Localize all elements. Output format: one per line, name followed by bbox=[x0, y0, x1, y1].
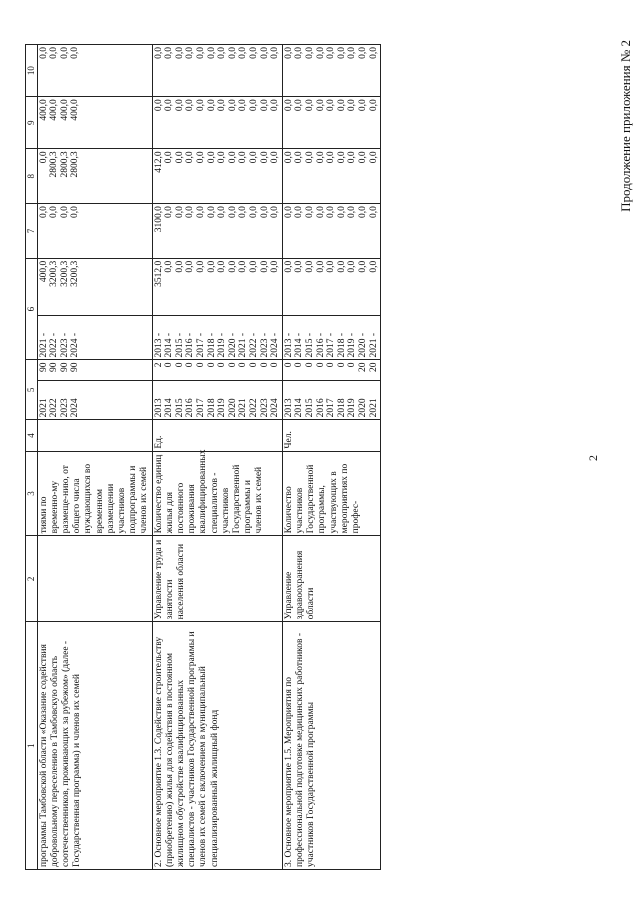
cell-value: 0 bbox=[304, 362, 315, 368]
cell-value: 0 bbox=[326, 362, 337, 368]
cell-value: 2013 bbox=[153, 398, 164, 418]
cell-value: 412,0 bbox=[153, 151, 164, 173]
local-budget-cell bbox=[282, 97, 380, 149]
cell-value: 0,0 bbox=[196, 99, 207, 112]
cell-value: 2020 - bbox=[227, 332, 238, 358]
cell-value: 0,0 bbox=[238, 260, 249, 273]
cell-value: 2021 bbox=[38, 398, 49, 418]
cell-value: 0,0 bbox=[196, 47, 207, 59]
cell-value: 0,0 bbox=[185, 99, 196, 112]
cell-value: 0,0 bbox=[174, 151, 185, 164]
cell-value: 0,0 bbox=[227, 260, 238, 273]
cell-value: 0,0 bbox=[347, 151, 358, 164]
cell-value: 2024 bbox=[270, 398, 281, 418]
cell-value: 0 bbox=[238, 362, 249, 368]
indicator-year-cell bbox=[37, 381, 152, 420]
cell-value: 0,0 bbox=[164, 99, 175, 112]
activity-name-cell: 3. Основное мероприятие 1.5. Мероприятия по профессиональной подготовке медицинских работников - участников Государственной программы bbox=[282, 622, 380, 870]
cell-value: 0,0 bbox=[368, 47, 379, 59]
cell-value: 0,0 bbox=[283, 206, 294, 218]
cell-value: 3200,3 bbox=[49, 260, 60, 287]
indicator-value-cell bbox=[37, 360, 152, 381]
cell-value: 0,0 bbox=[347, 47, 358, 59]
activity-name-cell: 2. Основное мероприятие 1.3. Содействие строительству (приобретению) жилья для содействия в постоянном жилищном обустройстве квалифицированных специалистов - участников Государственной программы и членов их семей с включением в муниципальный специализированный жилищный фонд bbox=[152, 622, 282, 870]
cell-value: 0,0 bbox=[38, 151, 49, 164]
cell-value: 0,0 bbox=[59, 206, 70, 218]
cell-value: 0,0 bbox=[283, 99, 294, 112]
cell-value: 2021 - bbox=[238, 332, 249, 358]
cell-value: 2022 - bbox=[248, 332, 259, 358]
cell-value: 0 bbox=[248, 362, 259, 368]
cell-value: 0,0 bbox=[238, 206, 249, 218]
cell-value: 0,0 bbox=[206, 206, 217, 218]
cell-value: 400,0 bbox=[70, 99, 81, 121]
cell-value: 0 bbox=[315, 362, 326, 368]
cell-value: 0,0 bbox=[217, 47, 228, 59]
column-header: 6 bbox=[26, 258, 38, 360]
cell-value: 0,0 bbox=[326, 99, 337, 112]
cell-value: 2016 bbox=[185, 398, 196, 418]
cell-value: 20 bbox=[357, 362, 368, 372]
cell-value: 0,0 bbox=[227, 151, 238, 164]
cell-value: 0,0 bbox=[368, 151, 379, 164]
activity-name-cell: программы Тамбовской области «Оказание содействия добровольному переселению в Тамбовскую область соотечественников, проживающих за рубежом» (далее - Государственная программа) и членов их семей bbox=[37, 622, 152, 870]
responsible-executor-cell: Управление труда и занятости населения области bbox=[152, 536, 282, 622]
cell-value: 0,0 bbox=[217, 99, 228, 112]
cell-value: 0,0 bbox=[259, 99, 270, 112]
indicator-cell: Количество единиц жилья для постоянного проживания квалифицированных специалистов - участников Государственной программы и членов их семей bbox=[152, 451, 282, 536]
cell-value: 0,0 bbox=[259, 151, 270, 164]
funding-year-cell bbox=[37, 316, 152, 360]
cell-value: 2015 bbox=[304, 398, 315, 418]
column-header: 4 bbox=[26, 420, 38, 451]
cell-value: 0,0 bbox=[357, 260, 368, 273]
cell-value: 2014 - bbox=[164, 332, 175, 358]
cell-value: 0,0 bbox=[174, 260, 185, 273]
cell-value: 0,0 bbox=[259, 260, 270, 273]
cell-value: 2024 - bbox=[70, 332, 81, 358]
cell-value: 0,0 bbox=[259, 47, 270, 59]
cell-value: 3200,3 bbox=[70, 260, 81, 287]
cell-value: 20 bbox=[368, 362, 379, 372]
cell-value: 2021 bbox=[368, 398, 379, 418]
cell-value: 0,0 bbox=[174, 99, 185, 112]
indicator-value-cell bbox=[152, 360, 282, 381]
column-header: 2 bbox=[26, 536, 38, 622]
cell-value: 0,0 bbox=[326, 151, 337, 164]
cell-value: 2800,3 bbox=[49, 151, 60, 178]
cell-value: 0,0 bbox=[294, 47, 305, 59]
funding-total-cell bbox=[152, 258, 282, 315]
cell-value: 400,0 bbox=[38, 99, 49, 121]
cell-value: 0,0 bbox=[164, 260, 175, 273]
cell-value: 0 bbox=[294, 362, 305, 368]
cell-value: 2023 - bbox=[59, 332, 70, 358]
cell-value: 2018 - bbox=[336, 332, 347, 358]
cell-value: 0 bbox=[259, 362, 270, 368]
cell-value: 0,0 bbox=[336, 151, 347, 164]
funding-year-cell bbox=[152, 316, 282, 360]
cell-value: 2020 bbox=[357, 398, 368, 418]
cell-value: 0,0 bbox=[49, 206, 60, 218]
cell-value: 0,0 bbox=[164, 206, 175, 218]
cell-value: 0,0 bbox=[283, 151, 294, 164]
cell-value: 2016 - bbox=[185, 332, 196, 358]
cell-value: 0,0 bbox=[304, 99, 315, 112]
cell-value: 0,0 bbox=[248, 47, 259, 59]
column-header: 8 bbox=[26, 149, 38, 204]
cell-value: 0,0 bbox=[174, 206, 185, 218]
cell-value: 0,0 bbox=[294, 151, 305, 164]
cell-value: 0,0 bbox=[326, 260, 337, 273]
cell-value: 0,0 bbox=[347, 206, 358, 218]
column-header: 1 bbox=[26, 622, 38, 870]
indicator-year-cell bbox=[152, 381, 282, 420]
cell-value: 0,0 bbox=[227, 99, 238, 112]
cell-value: 0 bbox=[196, 362, 207, 368]
table-row bbox=[37, 45, 152, 870]
federal-budget-cell bbox=[282, 204, 380, 259]
cell-value: 90 bbox=[49, 362, 60, 372]
cell-value: 2013 - bbox=[283, 332, 294, 358]
cell-value: 0,0 bbox=[347, 260, 358, 273]
regional-budget-cell bbox=[152, 149, 282, 204]
cell-value: 0,0 bbox=[294, 99, 305, 112]
table-row bbox=[282, 45, 380, 870]
cell-value: 3200,3 bbox=[59, 260, 70, 287]
unit-cell: Ед. bbox=[152, 420, 282, 451]
cell-value: 400,0 bbox=[59, 99, 70, 121]
cell-value: 2016 - bbox=[315, 332, 326, 358]
cell-value: 0,0 bbox=[326, 206, 337, 218]
cell-value: 2013 bbox=[283, 398, 294, 418]
cell-value: 2022 - bbox=[49, 332, 60, 358]
cell-value: 0,0 bbox=[248, 260, 259, 273]
cell-value: 0 bbox=[164, 362, 175, 368]
cell-value: 0 bbox=[347, 362, 358, 368]
cell-value: 2021 bbox=[238, 398, 249, 418]
local-budget-cell bbox=[37, 97, 152, 149]
cell-value: 2016 bbox=[315, 398, 326, 418]
cell-value: 0,0 bbox=[206, 260, 217, 273]
cell-value: 2018 bbox=[336, 398, 347, 418]
cell-value: 0,0 bbox=[304, 151, 315, 164]
cell-value: 0,0 bbox=[206, 99, 217, 112]
cell-value: 0 bbox=[336, 362, 347, 368]
cell-value: 0,0 bbox=[283, 260, 294, 273]
cell-value: 0,0 bbox=[206, 151, 217, 164]
cell-value: 0,0 bbox=[315, 47, 326, 59]
cell-value: 0,0 bbox=[294, 260, 305, 273]
cell-value: 2019 bbox=[217, 398, 228, 418]
cell-value: 0,0 bbox=[283, 47, 294, 59]
indicator-year-cell bbox=[282, 381, 380, 420]
column-header: 5 bbox=[26, 360, 38, 420]
cell-value: 0,0 bbox=[164, 151, 175, 164]
cell-value: 0 bbox=[217, 362, 228, 368]
indicator-cell: Количество участников Государственной программы, участвующих в мероприятиях по профес- bbox=[282, 451, 380, 536]
cell-value: 2018 bbox=[206, 398, 217, 418]
extra-budget-cell bbox=[37, 45, 152, 97]
cell-value: 2013 - bbox=[153, 332, 164, 358]
table-row bbox=[152, 45, 282, 870]
cell-value: 0,0 bbox=[185, 206, 196, 218]
federal-budget-cell bbox=[152, 204, 282, 259]
cell-value: 0,0 bbox=[336, 47, 347, 59]
cell-value: 0,0 bbox=[196, 260, 207, 273]
cell-value: 0,0 bbox=[164, 47, 175, 59]
cell-value: 0,0 bbox=[259, 206, 270, 218]
column-header: 9 bbox=[26, 97, 38, 149]
cell-value: 0,0 bbox=[315, 99, 326, 112]
cell-value: 0,0 bbox=[217, 151, 228, 164]
unit-cell bbox=[37, 420, 152, 451]
cell-value: 2020 bbox=[227, 398, 238, 418]
cell-value: 0,0 bbox=[59, 47, 70, 59]
cell-value: 2020 - bbox=[357, 332, 368, 358]
extra-budget-cell bbox=[282, 45, 380, 97]
cell-value: 0,0 bbox=[238, 99, 249, 112]
cell-value: 0,0 bbox=[357, 206, 368, 218]
cell-value: 2023 bbox=[259, 398, 270, 418]
cell-value: 0,0 bbox=[248, 206, 259, 218]
cell-value: 0,0 bbox=[196, 151, 207, 164]
funding-total-cell bbox=[282, 258, 380, 315]
responsible-executor-cell bbox=[37, 536, 152, 622]
cell-value: 0,0 bbox=[70, 206, 81, 218]
cell-value: 0,0 bbox=[238, 47, 249, 59]
cell-value: 0,0 bbox=[357, 47, 368, 59]
cell-value: 3512,0 bbox=[153, 260, 164, 287]
cell-value: 0 bbox=[283, 362, 294, 368]
cell-value: 0,0 bbox=[270, 47, 281, 59]
cell-value: 2024 - bbox=[270, 332, 281, 358]
cell-value: 0,0 bbox=[304, 260, 315, 273]
cell-value: 0,0 bbox=[270, 151, 281, 164]
responsible-executor-cell: Управление здравоохранения области bbox=[282, 536, 380, 622]
cell-value: 2017 bbox=[196, 398, 207, 418]
cell-value: 0,0 bbox=[227, 47, 238, 59]
cell-value: 0,0 bbox=[238, 151, 249, 164]
cell-value: 2019 - bbox=[347, 332, 358, 358]
cell-value: 2014 bbox=[294, 398, 305, 418]
cell-value: 2800,3 bbox=[70, 151, 81, 178]
cell-value: 0,0 bbox=[196, 206, 207, 218]
cell-value: 0,0 bbox=[174, 47, 185, 59]
cell-value: 2019 bbox=[347, 398, 358, 418]
cell-value: 0,0 bbox=[70, 47, 81, 59]
cell-value: 0,0 bbox=[326, 47, 337, 59]
cell-value: 0,0 bbox=[49, 47, 60, 59]
cell-value: 0,0 bbox=[153, 47, 164, 59]
cell-value: 400,0 bbox=[49, 99, 60, 121]
cell-value: 0,0 bbox=[206, 47, 217, 59]
cell-value: 2021 - bbox=[38, 332, 49, 358]
column-header: 3 bbox=[26, 451, 38, 536]
column-header: 7 bbox=[26, 204, 38, 259]
cell-value: 0 bbox=[174, 362, 185, 368]
cell-value: 0,0 bbox=[38, 206, 49, 218]
column-number-row bbox=[26, 45, 38, 870]
unit-cell: Чел. bbox=[282, 420, 380, 451]
cell-value: 0 bbox=[185, 362, 196, 368]
cell-value: 0,0 bbox=[38, 47, 49, 59]
cell-value: 0,0 bbox=[248, 151, 259, 164]
cell-value: 0,0 bbox=[336, 99, 347, 112]
cell-value: 0,0 bbox=[185, 47, 196, 59]
local-budget-cell bbox=[152, 97, 282, 149]
cell-value: 0,0 bbox=[217, 206, 228, 218]
cell-value: 0,0 bbox=[368, 206, 379, 218]
cell-value: 2015 - bbox=[174, 332, 185, 358]
cell-value: 2015 - bbox=[304, 332, 315, 358]
cell-value: 2015 bbox=[174, 398, 185, 418]
cell-value: 2 bbox=[153, 362, 164, 368]
cell-value: 0,0 bbox=[185, 151, 196, 164]
program-table bbox=[25, 44, 381, 870]
cell-value: 0,0 bbox=[270, 99, 281, 112]
cell-value: 0,0 bbox=[357, 151, 368, 164]
cell-value: 400,0 bbox=[38, 260, 49, 283]
page-number: 2 bbox=[586, 455, 600, 461]
cell-value: 0 bbox=[270, 362, 281, 368]
column-header: 10 bbox=[26, 45, 38, 97]
cell-value: 2014 - bbox=[294, 332, 305, 358]
cell-value: 2022 bbox=[248, 398, 259, 418]
cell-value: 0,0 bbox=[185, 260, 196, 273]
cell-value: 0,0 bbox=[294, 206, 305, 218]
cell-value: 2023 bbox=[59, 398, 70, 418]
cell-value: 2023 - bbox=[259, 332, 270, 358]
cell-value: 2018 - bbox=[206, 332, 217, 358]
extra-budget-cell bbox=[152, 45, 282, 97]
cell-value: 2014 bbox=[164, 398, 175, 418]
indicator-value-cell bbox=[282, 360, 380, 381]
cell-value: 90 bbox=[38, 362, 49, 372]
cell-value: 2017 - bbox=[326, 332, 337, 358]
funding-year-cell bbox=[282, 316, 380, 360]
cell-value: 0,0 bbox=[217, 260, 228, 273]
cell-value: 0,0 bbox=[304, 47, 315, 59]
cell-value: 0,0 bbox=[315, 206, 326, 218]
cell-value: 2019 - bbox=[217, 332, 228, 358]
cell-value: 0 bbox=[227, 362, 238, 368]
cell-value: 0,0 bbox=[336, 206, 347, 218]
cell-value: 0,0 bbox=[153, 99, 164, 112]
continuation-note: Продолжение приложения № 2 bbox=[618, 40, 633, 212]
cell-value: 0,0 bbox=[270, 260, 281, 273]
cell-value: 3100,0 bbox=[153, 206, 164, 233]
cell-value: 0,0 bbox=[347, 99, 358, 112]
cell-value: 2017 bbox=[326, 398, 337, 418]
indicator-cell: тиями по временно-му размеще-нию, от общего числа нуждающихся во временном размещении участников подпрограммы и членов их семей bbox=[37, 451, 152, 536]
federal-budget-cell bbox=[37, 204, 152, 259]
cell-value: 0,0 bbox=[270, 206, 281, 218]
cell-value: 0,0 bbox=[315, 260, 326, 273]
regional-budget-cell bbox=[282, 149, 380, 204]
cell-value: 0,0 bbox=[368, 260, 379, 273]
funding-total-cell bbox=[37, 258, 152, 315]
cell-value: 0,0 bbox=[227, 206, 238, 218]
cell-value: 90 bbox=[59, 362, 70, 372]
cell-value: 0,0 bbox=[304, 206, 315, 218]
cell-value: 0,0 bbox=[248, 99, 259, 112]
cell-value: 0,0 bbox=[368, 99, 379, 112]
cell-value: 2800,3 bbox=[59, 151, 70, 178]
cell-value: 2022 bbox=[49, 398, 60, 418]
cell-value: 0,0 bbox=[315, 151, 326, 164]
cell-value: 0 bbox=[206, 362, 217, 368]
regional-budget-cell bbox=[37, 149, 152, 204]
cell-value: 2017 - bbox=[196, 332, 207, 358]
cell-value: 0,0 bbox=[336, 260, 347, 273]
cell-value: 90 bbox=[70, 362, 81, 372]
cell-value: 0,0 bbox=[357, 99, 368, 112]
cell-value: 2024 bbox=[70, 398, 81, 418]
cell-value: 2021 - bbox=[368, 332, 379, 358]
